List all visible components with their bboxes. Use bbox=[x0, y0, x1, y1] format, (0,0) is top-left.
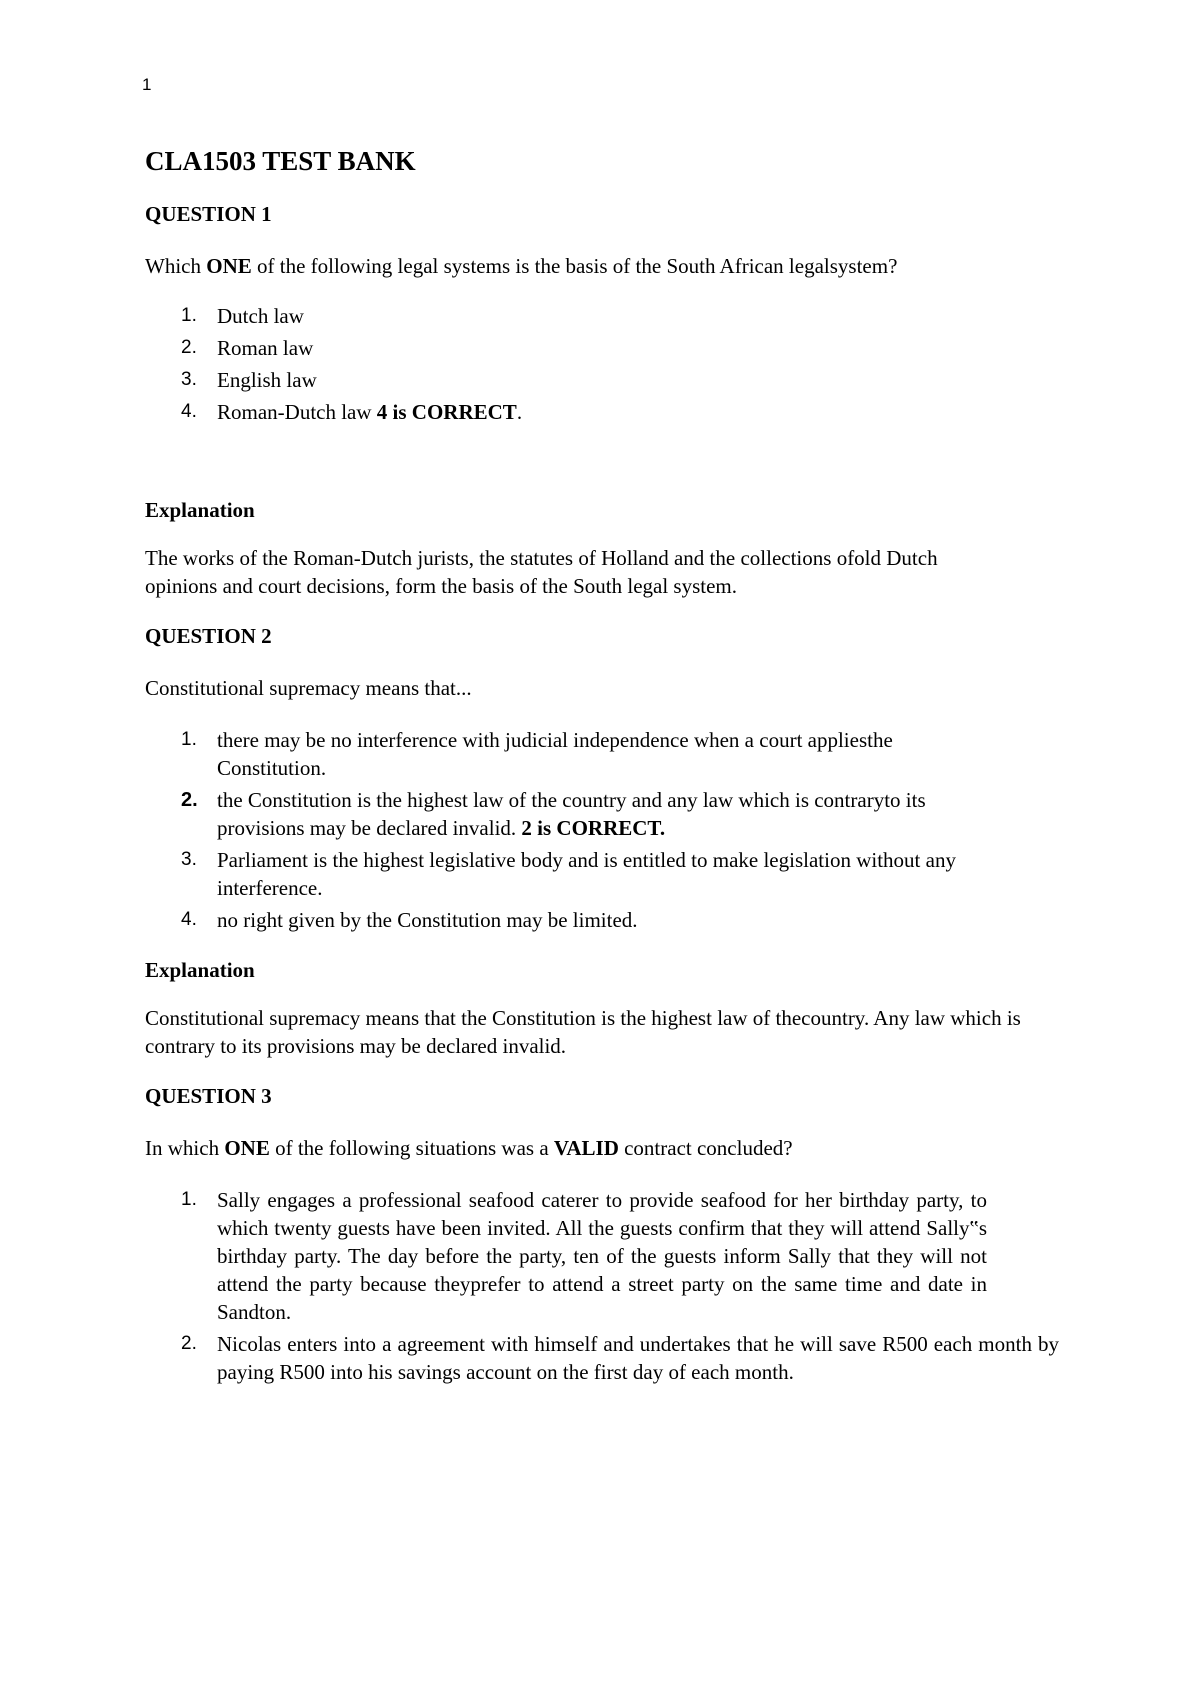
option-item: 1. Sally engages a professional seafood caterer to provide seafood for her birthday party, to which twenty guests have been invited. All the guests confirm that they will attend Sally‟s birthday party. The day before the party, ten of the guests inform Sally that they will not attend the party because theyprefer to attend a street party on the same time and date in Sandton. bbox=[181, 1188, 987, 1324]
question-3 bbox=[145, 1082, 1059, 1386]
option-item: 4. no right given by the Constitution may be limited. bbox=[181, 908, 638, 932]
option-item: 3. Parliament is the highest legislative body and is entitled to make legislation without any interference. bbox=[181, 848, 956, 900]
question-1-explanation: The works of the Roman-Dutch jurists, the statutes of Holland and the collections ofold Dutch opinions and court decisions, form the basis of the South legal system. bbox=[145, 546, 938, 598]
question-3-text: In which ONE of the following situations was a VALID contract concluded? bbox=[145, 1136, 793, 1160]
correct-answer-marker: 2 is CORRECT. bbox=[521, 816, 666, 840]
question-1-heading: QUESTION 1 bbox=[145, 202, 272, 226]
question-2-explanation: Constitutional supremacy means that the Constitution is the highest law of thecountry. Any law which is contrary to its provisions may be declared invalid. bbox=[145, 1006, 1021, 1058]
question-1 bbox=[145, 200, 1055, 600]
page-number: 1 bbox=[142, 75, 152, 94]
question-2-options bbox=[145, 726, 1055, 934]
option-item: 3. English law bbox=[181, 368, 317, 392]
question-2 bbox=[145, 622, 1055, 1060]
question-2-text: Constitutional supremacy means that... bbox=[145, 676, 472, 700]
question-1-explanation-heading: Explanation bbox=[145, 498, 255, 522]
question-1-options bbox=[145, 302, 1055, 426]
question-1-text: Which ONE of the following legal systems is the basis of the South African legalsystem? bbox=[145, 254, 898, 278]
document-content bbox=[145, 140, 1059, 1390]
option-item-correct: 2. the Constitution is the highest law of the country and any law which is contraryto its provisions may be declared invalid. 2 is CORRECT. bbox=[181, 788, 926, 840]
question-2-heading: QUESTION 2 bbox=[145, 624, 272, 648]
option-item: 1. there may be no interference with judicial independence when a court appliesthe Constitution. bbox=[181, 728, 893, 780]
option-item-correct: 4. Roman-Dutch law 4 is CORRECT. bbox=[181, 400, 523, 424]
question-2-explanation-heading: Explanation bbox=[145, 958, 255, 982]
question-3-options bbox=[145, 1186, 1059, 1386]
question-3-heading: QUESTION 3 bbox=[145, 1084, 272, 1108]
option-item: 1. Dutch law bbox=[181, 304, 304, 328]
document-title: CLA1503 TEST BANK bbox=[145, 146, 416, 176]
option-item: 2. Nicolas enters into a agreement with himself and undertakes that he will save R500 each month by paying R500 into his savings account on the first day of each month. bbox=[181, 1332, 1059, 1384]
correct-answer-marker: 4 is CORRECT bbox=[376, 400, 517, 424]
option-item: 2. Roman law bbox=[181, 336, 314, 360]
